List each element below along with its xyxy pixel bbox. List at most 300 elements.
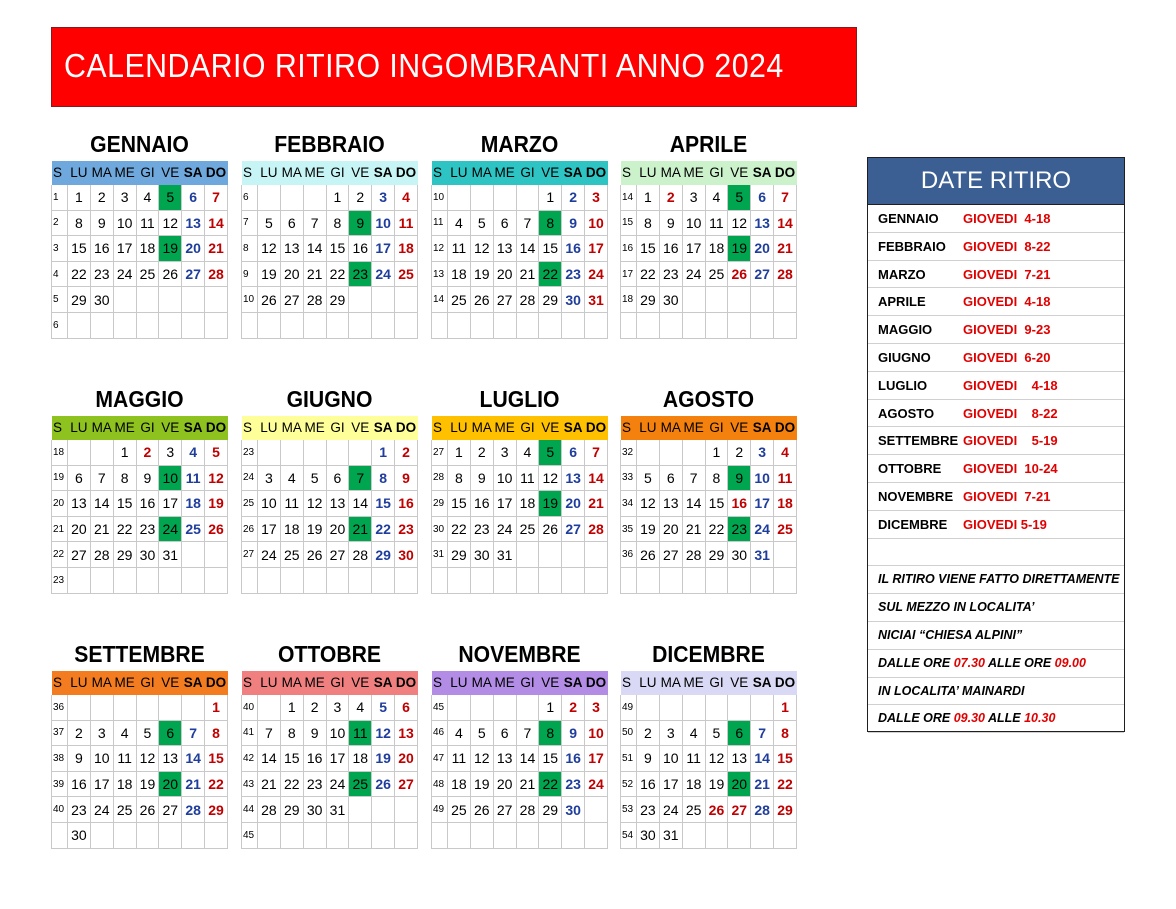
weekday-header: MA xyxy=(281,675,302,690)
weekday-header: ME xyxy=(494,675,515,690)
day-cell xyxy=(136,822,159,848)
day-cell: 28 xyxy=(349,542,372,568)
week-row xyxy=(52,261,228,287)
day-cell xyxy=(326,822,349,848)
week-number: 30 xyxy=(432,516,448,542)
day-cell: 20 xyxy=(68,516,91,542)
day-cell: 4 xyxy=(774,440,797,466)
day-cell xyxy=(562,822,585,848)
weekday-header: LU xyxy=(260,675,278,690)
weekday-header: VE xyxy=(351,165,370,180)
day-cell: 31 xyxy=(159,542,182,568)
day-cell xyxy=(303,567,326,593)
day-cell: 11 xyxy=(705,210,728,236)
day-cell: 14 xyxy=(90,491,113,517)
day-cell: 13 xyxy=(326,491,349,517)
day-cell: 28 xyxy=(182,797,205,823)
day-cell xyxy=(448,822,471,848)
day-cell: 21 xyxy=(205,236,228,262)
day-cell: 6 xyxy=(562,440,585,466)
day-cell: 11 xyxy=(395,210,418,236)
week-row xyxy=(52,542,228,568)
weekday-header: LU xyxy=(70,675,88,690)
day-cell xyxy=(349,567,372,593)
day-cell: 20 xyxy=(562,491,585,517)
weekday-header: GI xyxy=(140,165,155,180)
week-number: 3 xyxy=(52,236,68,262)
weekday-header: GI xyxy=(140,675,155,690)
day-cell: 27 xyxy=(493,287,516,313)
day-cell: 11 xyxy=(516,465,539,491)
day-cell xyxy=(258,185,281,211)
day-cell: 15 xyxy=(705,491,728,517)
day-cell: 26 xyxy=(136,797,159,823)
day-cell: 5 xyxy=(470,210,493,236)
day-cell: 20 xyxy=(182,236,205,262)
day-cell: 15 xyxy=(280,746,303,772)
day-cell: 17 xyxy=(90,771,113,797)
day-cell: 13 xyxy=(159,746,182,772)
day-cell xyxy=(659,695,682,721)
weekday-header: ME xyxy=(683,165,704,180)
day-cell: 14 xyxy=(585,465,608,491)
day-cell: 30 xyxy=(728,542,751,568)
week-number: 27 xyxy=(432,440,448,466)
week-row xyxy=(621,542,797,568)
weekday-header: GI xyxy=(330,675,345,690)
pickup-day: 23 xyxy=(728,516,751,542)
week-number xyxy=(242,567,258,593)
weekday-header: ME xyxy=(494,165,515,180)
weekday-header: DO xyxy=(774,165,796,180)
pickup-dates: GIOVEDI 7-21 xyxy=(963,266,1051,282)
weekday-header: DO xyxy=(774,420,796,435)
day-cell: 30 xyxy=(68,822,91,848)
day-cell: 20 xyxy=(493,771,516,797)
day-cell xyxy=(585,312,608,338)
day-cell xyxy=(159,822,182,848)
week-number: 15 xyxy=(621,210,637,236)
week-row xyxy=(242,516,418,542)
day-cell: 16 xyxy=(637,771,660,797)
day-cell xyxy=(659,312,682,338)
pickup-dates: GIOVEDI 8-22 xyxy=(963,405,1058,421)
page-title: CALENDARIO RITIRO INGOMBRANTI ANNO 2024 xyxy=(64,47,784,84)
note-text: DALLE ORE 07.30 ALLE ORE 09.00 xyxy=(878,655,1086,670)
day-cell: 4 xyxy=(182,440,205,466)
week-row xyxy=(52,287,228,313)
day-cell: 2 xyxy=(68,720,91,746)
day-cell: 4 xyxy=(516,440,539,466)
week-row xyxy=(621,491,797,517)
day-cell: 26 xyxy=(728,261,751,287)
day-cell: 5 xyxy=(303,465,326,491)
day-cell: 31 xyxy=(659,822,682,848)
week-row xyxy=(432,465,608,491)
day-cell: 30 xyxy=(90,287,113,313)
week-number: 18 xyxy=(621,287,637,313)
day-cell xyxy=(682,287,705,313)
week-row xyxy=(52,185,228,211)
weekday-header: VE xyxy=(541,675,560,690)
day-cell: 2 xyxy=(562,695,585,721)
week-row xyxy=(432,542,608,568)
day-cell: 19 xyxy=(258,261,281,287)
day-cell: 13 xyxy=(493,746,516,772)
day-cell xyxy=(637,312,660,338)
day-cell: 31 xyxy=(751,542,774,568)
day-cell: 27 xyxy=(326,542,349,568)
day-cell: 8 xyxy=(68,210,91,236)
day-cell: 12 xyxy=(258,236,281,262)
day-cell xyxy=(280,567,303,593)
week-number: 9 xyxy=(242,261,258,287)
day-cell xyxy=(728,287,751,313)
day-cell: 31 xyxy=(326,797,349,823)
week-row xyxy=(432,695,608,721)
day-cell: 13 xyxy=(659,491,682,517)
weekday-header: S xyxy=(243,165,253,180)
pickup-month: AGOSTO xyxy=(878,405,935,421)
day-cell: 18 xyxy=(280,516,303,542)
day-cell: 8 xyxy=(113,465,136,491)
pickup-row xyxy=(868,232,1124,261)
week-number: 36 xyxy=(52,695,68,721)
week-number: 42 xyxy=(242,746,258,772)
week-row xyxy=(621,185,797,211)
day-cell: 15 xyxy=(448,491,471,517)
day-cell xyxy=(705,822,728,848)
week-number: 27 xyxy=(242,542,258,568)
day-cell: 6 xyxy=(493,210,516,236)
day-cell: 15 xyxy=(372,491,395,517)
weekday-header: GI xyxy=(140,420,155,435)
day-cell: 22 xyxy=(705,516,728,542)
weekday-header: SA xyxy=(563,675,583,690)
day-cell: 6 xyxy=(326,465,349,491)
weekday-header: DO xyxy=(205,165,227,180)
day-cell: 19 xyxy=(372,746,395,772)
day-cell xyxy=(562,542,585,568)
day-cell: 24 xyxy=(585,261,608,287)
day-cell xyxy=(68,567,91,593)
day-cell xyxy=(372,797,395,823)
day-cell: 9 xyxy=(68,746,91,772)
day-cell: 15 xyxy=(326,236,349,262)
day-cell xyxy=(182,695,205,721)
day-cell: 24 xyxy=(258,542,281,568)
day-cell xyxy=(113,312,136,338)
note-text: IL RITIRO VIENE FATTO DIRETTAMENTE xyxy=(878,572,1120,587)
week-row xyxy=(242,542,418,568)
pickup-day: 19 xyxy=(539,491,562,517)
day-cell xyxy=(349,312,372,338)
day-cell xyxy=(68,440,91,466)
day-cell xyxy=(258,822,281,848)
day-cell: 6 xyxy=(280,210,303,236)
pickup-dates: GIOVEDI 4-18 xyxy=(963,294,1051,310)
weekday-header: GI xyxy=(709,420,724,435)
weekday-header: SA xyxy=(183,420,203,435)
day-cell: 27 xyxy=(395,771,418,797)
day-cell: 17 xyxy=(585,236,608,262)
day-cell xyxy=(774,822,797,848)
pickup-day: 5 xyxy=(539,440,562,466)
week-row xyxy=(621,210,797,236)
day-cell: 27 xyxy=(159,797,182,823)
day-cell xyxy=(159,287,182,313)
day-cell: 13 xyxy=(182,210,205,236)
weekday-header: LU xyxy=(260,165,278,180)
day-cell: 10 xyxy=(493,465,516,491)
day-cell: 7 xyxy=(516,720,539,746)
day-cell: 15 xyxy=(205,746,228,772)
day-cell xyxy=(751,287,774,313)
pickup-day: 19 xyxy=(159,236,182,262)
day-cell xyxy=(585,542,608,568)
day-cell: 2 xyxy=(90,185,113,211)
day-cell: 3 xyxy=(493,440,516,466)
day-cell xyxy=(182,542,205,568)
weekday-header: SA xyxy=(563,165,583,180)
weekday-header: ME xyxy=(114,165,135,180)
week-row xyxy=(52,210,228,236)
day-cell: 26 xyxy=(372,771,395,797)
note-row xyxy=(868,621,1124,650)
day-cell: 26 xyxy=(637,542,660,568)
week-number: 54 xyxy=(621,822,637,848)
pickup-day: 23 xyxy=(349,261,372,287)
day-cell: 13 xyxy=(728,746,751,772)
day-cell: 12 xyxy=(728,210,751,236)
day-cell: 4 xyxy=(448,720,471,746)
day-cell xyxy=(113,822,136,848)
day-cell: 9 xyxy=(470,465,493,491)
day-cell: 4 xyxy=(136,185,159,211)
weekday-header: DO xyxy=(395,675,417,690)
day-cell: 24 xyxy=(659,797,682,823)
day-cell: 18 xyxy=(182,491,205,517)
day-cell: 7 xyxy=(303,210,326,236)
week-number: 1 xyxy=(52,185,68,211)
day-cell xyxy=(516,312,539,338)
day-cell xyxy=(493,312,516,338)
day-cell: 25 xyxy=(113,797,136,823)
week-row xyxy=(621,822,797,848)
day-cell: 12 xyxy=(637,491,660,517)
day-cell: 28 xyxy=(516,287,539,313)
weekday-header: S xyxy=(53,675,63,690)
week-number: 38 xyxy=(52,746,68,772)
day-cell: 2 xyxy=(728,440,751,466)
day-cell xyxy=(90,695,113,721)
week-number: 23 xyxy=(242,440,258,466)
day-cell: 22 xyxy=(326,261,349,287)
pickup-day: 9 xyxy=(728,465,751,491)
day-cell: 29 xyxy=(372,542,395,568)
pickup-day: 8 xyxy=(539,210,562,236)
day-cell: 31 xyxy=(493,542,516,568)
pickup-day: 22 xyxy=(539,771,562,797)
day-cell xyxy=(448,185,471,211)
month-title: GENNAIO xyxy=(90,131,189,157)
note-row xyxy=(868,704,1124,733)
weekday-header: GI xyxy=(330,165,345,180)
week-row xyxy=(621,287,797,313)
day-cell: 20 xyxy=(326,516,349,542)
day-cell: 9 xyxy=(659,210,682,236)
day-cell: 7 xyxy=(682,465,705,491)
month-title: GIUGNO xyxy=(286,386,373,412)
day-cell: 14 xyxy=(205,210,228,236)
day-cell xyxy=(774,542,797,568)
weekday-header: ME xyxy=(683,675,704,690)
week-number: 36 xyxy=(621,542,637,568)
day-cell xyxy=(258,567,281,593)
week-number: 17 xyxy=(621,261,637,287)
day-cell: 24 xyxy=(493,516,516,542)
day-cell: 8 xyxy=(326,210,349,236)
week-row xyxy=(621,312,797,338)
day-cell: 13 xyxy=(68,491,91,517)
day-cell xyxy=(205,312,228,338)
weekday-header: S xyxy=(53,165,63,180)
day-cell: 22 xyxy=(205,771,228,797)
week-row xyxy=(52,440,228,466)
day-cell xyxy=(539,822,562,848)
month-table xyxy=(241,670,418,849)
pickup-row xyxy=(868,371,1124,400)
week-row xyxy=(621,567,797,593)
weekday-header: DO xyxy=(205,675,227,690)
month-title: AGOSTO xyxy=(662,386,755,412)
week-number: 13 xyxy=(432,261,448,287)
day-cell xyxy=(493,185,516,211)
day-cell: 26 xyxy=(705,797,728,823)
day-cell: 11 xyxy=(448,236,471,262)
day-cell: 12 xyxy=(470,236,493,262)
day-cell: 24 xyxy=(326,771,349,797)
week-row xyxy=(621,695,797,721)
day-cell: 12 xyxy=(159,210,182,236)
weekday-header: DO xyxy=(205,420,227,435)
day-cell: 14 xyxy=(682,491,705,517)
weekday-header: DO xyxy=(585,420,607,435)
day-cell: 26 xyxy=(159,261,182,287)
day-cell: 1 xyxy=(326,185,349,211)
day-cell xyxy=(659,567,682,593)
day-cell xyxy=(448,567,471,593)
pickup-month: NOVEMBRE xyxy=(878,489,954,504)
pickup-dates: GIOVEDI 5-19 xyxy=(963,516,1047,532)
week-number: 33 xyxy=(621,465,637,491)
day-cell: 18 xyxy=(516,491,539,517)
day-cell xyxy=(280,440,303,466)
weekday-header: MA xyxy=(91,675,112,690)
week-row xyxy=(621,771,797,797)
week-number: 19 xyxy=(52,465,68,491)
day-cell: 23 xyxy=(90,261,113,287)
week-number xyxy=(432,822,448,848)
weekday-header: VE xyxy=(730,420,749,435)
day-cell: 13 xyxy=(751,210,774,236)
week-row xyxy=(242,287,418,313)
day-cell: 18 xyxy=(705,236,728,262)
day-cell xyxy=(349,287,372,313)
week-number: 35 xyxy=(621,516,637,542)
weekday-header: VE xyxy=(161,675,180,690)
day-cell: 16 xyxy=(349,236,372,262)
week-number: 41 xyxy=(242,720,258,746)
day-cell: 9 xyxy=(395,465,418,491)
day-cell: 7 xyxy=(585,440,608,466)
title-banner xyxy=(51,27,857,107)
weekday-header: DO xyxy=(774,675,796,690)
day-cell: 25 xyxy=(136,261,159,287)
day-cell: 10 xyxy=(682,210,705,236)
week-row xyxy=(621,720,797,746)
day-cell xyxy=(372,287,395,313)
day-cell xyxy=(258,695,281,721)
weekday-header: S xyxy=(53,420,63,435)
day-cell: 30 xyxy=(659,287,682,313)
day-cell: 19 xyxy=(205,491,228,517)
pickup-row xyxy=(868,510,1124,539)
month-title: APRILE xyxy=(669,131,748,157)
day-cell xyxy=(182,312,205,338)
day-cell xyxy=(751,312,774,338)
weekday-header: MA xyxy=(471,165,492,180)
day-cell xyxy=(395,822,418,848)
weekday-header: MA xyxy=(91,165,112,180)
day-cell: 5 xyxy=(372,695,395,721)
weekday-header: S xyxy=(433,165,443,180)
day-cell xyxy=(372,822,395,848)
day-cell: 23 xyxy=(562,771,585,797)
day-cell: 10 xyxy=(751,465,774,491)
day-cell: 2 xyxy=(395,440,418,466)
day-cell xyxy=(562,567,585,593)
day-cell xyxy=(349,797,372,823)
week-row xyxy=(432,287,608,313)
day-cell xyxy=(585,797,608,823)
day-cell: 9 xyxy=(637,746,660,772)
pickup-dates: GIOVEDI 6-20 xyxy=(963,350,1051,365)
pickup-day: 20 xyxy=(159,771,182,797)
pickup-dates: GIOVEDI 8-22 xyxy=(963,238,1051,254)
day-cell: 1 xyxy=(113,440,136,466)
weekday-header: S xyxy=(622,420,632,435)
week-row xyxy=(52,236,228,262)
day-cell: 24 xyxy=(585,771,608,797)
weekday-header: VE xyxy=(730,165,749,180)
day-cell: 24 xyxy=(90,797,113,823)
week-row xyxy=(621,261,797,287)
day-cell: 3 xyxy=(258,465,281,491)
week-row xyxy=(52,516,228,542)
pickup-day: 5 xyxy=(728,185,751,211)
day-cell xyxy=(205,822,228,848)
day-cell: 19 xyxy=(637,516,660,542)
day-cell: 3 xyxy=(326,695,349,721)
month-table xyxy=(620,160,797,339)
week-number: 37 xyxy=(52,720,68,746)
weekday-header: SA xyxy=(752,675,772,690)
weekday-header: MA xyxy=(91,420,112,435)
weekday-header: DO xyxy=(395,420,417,435)
day-cell: 8 xyxy=(280,720,303,746)
day-cell xyxy=(395,567,418,593)
